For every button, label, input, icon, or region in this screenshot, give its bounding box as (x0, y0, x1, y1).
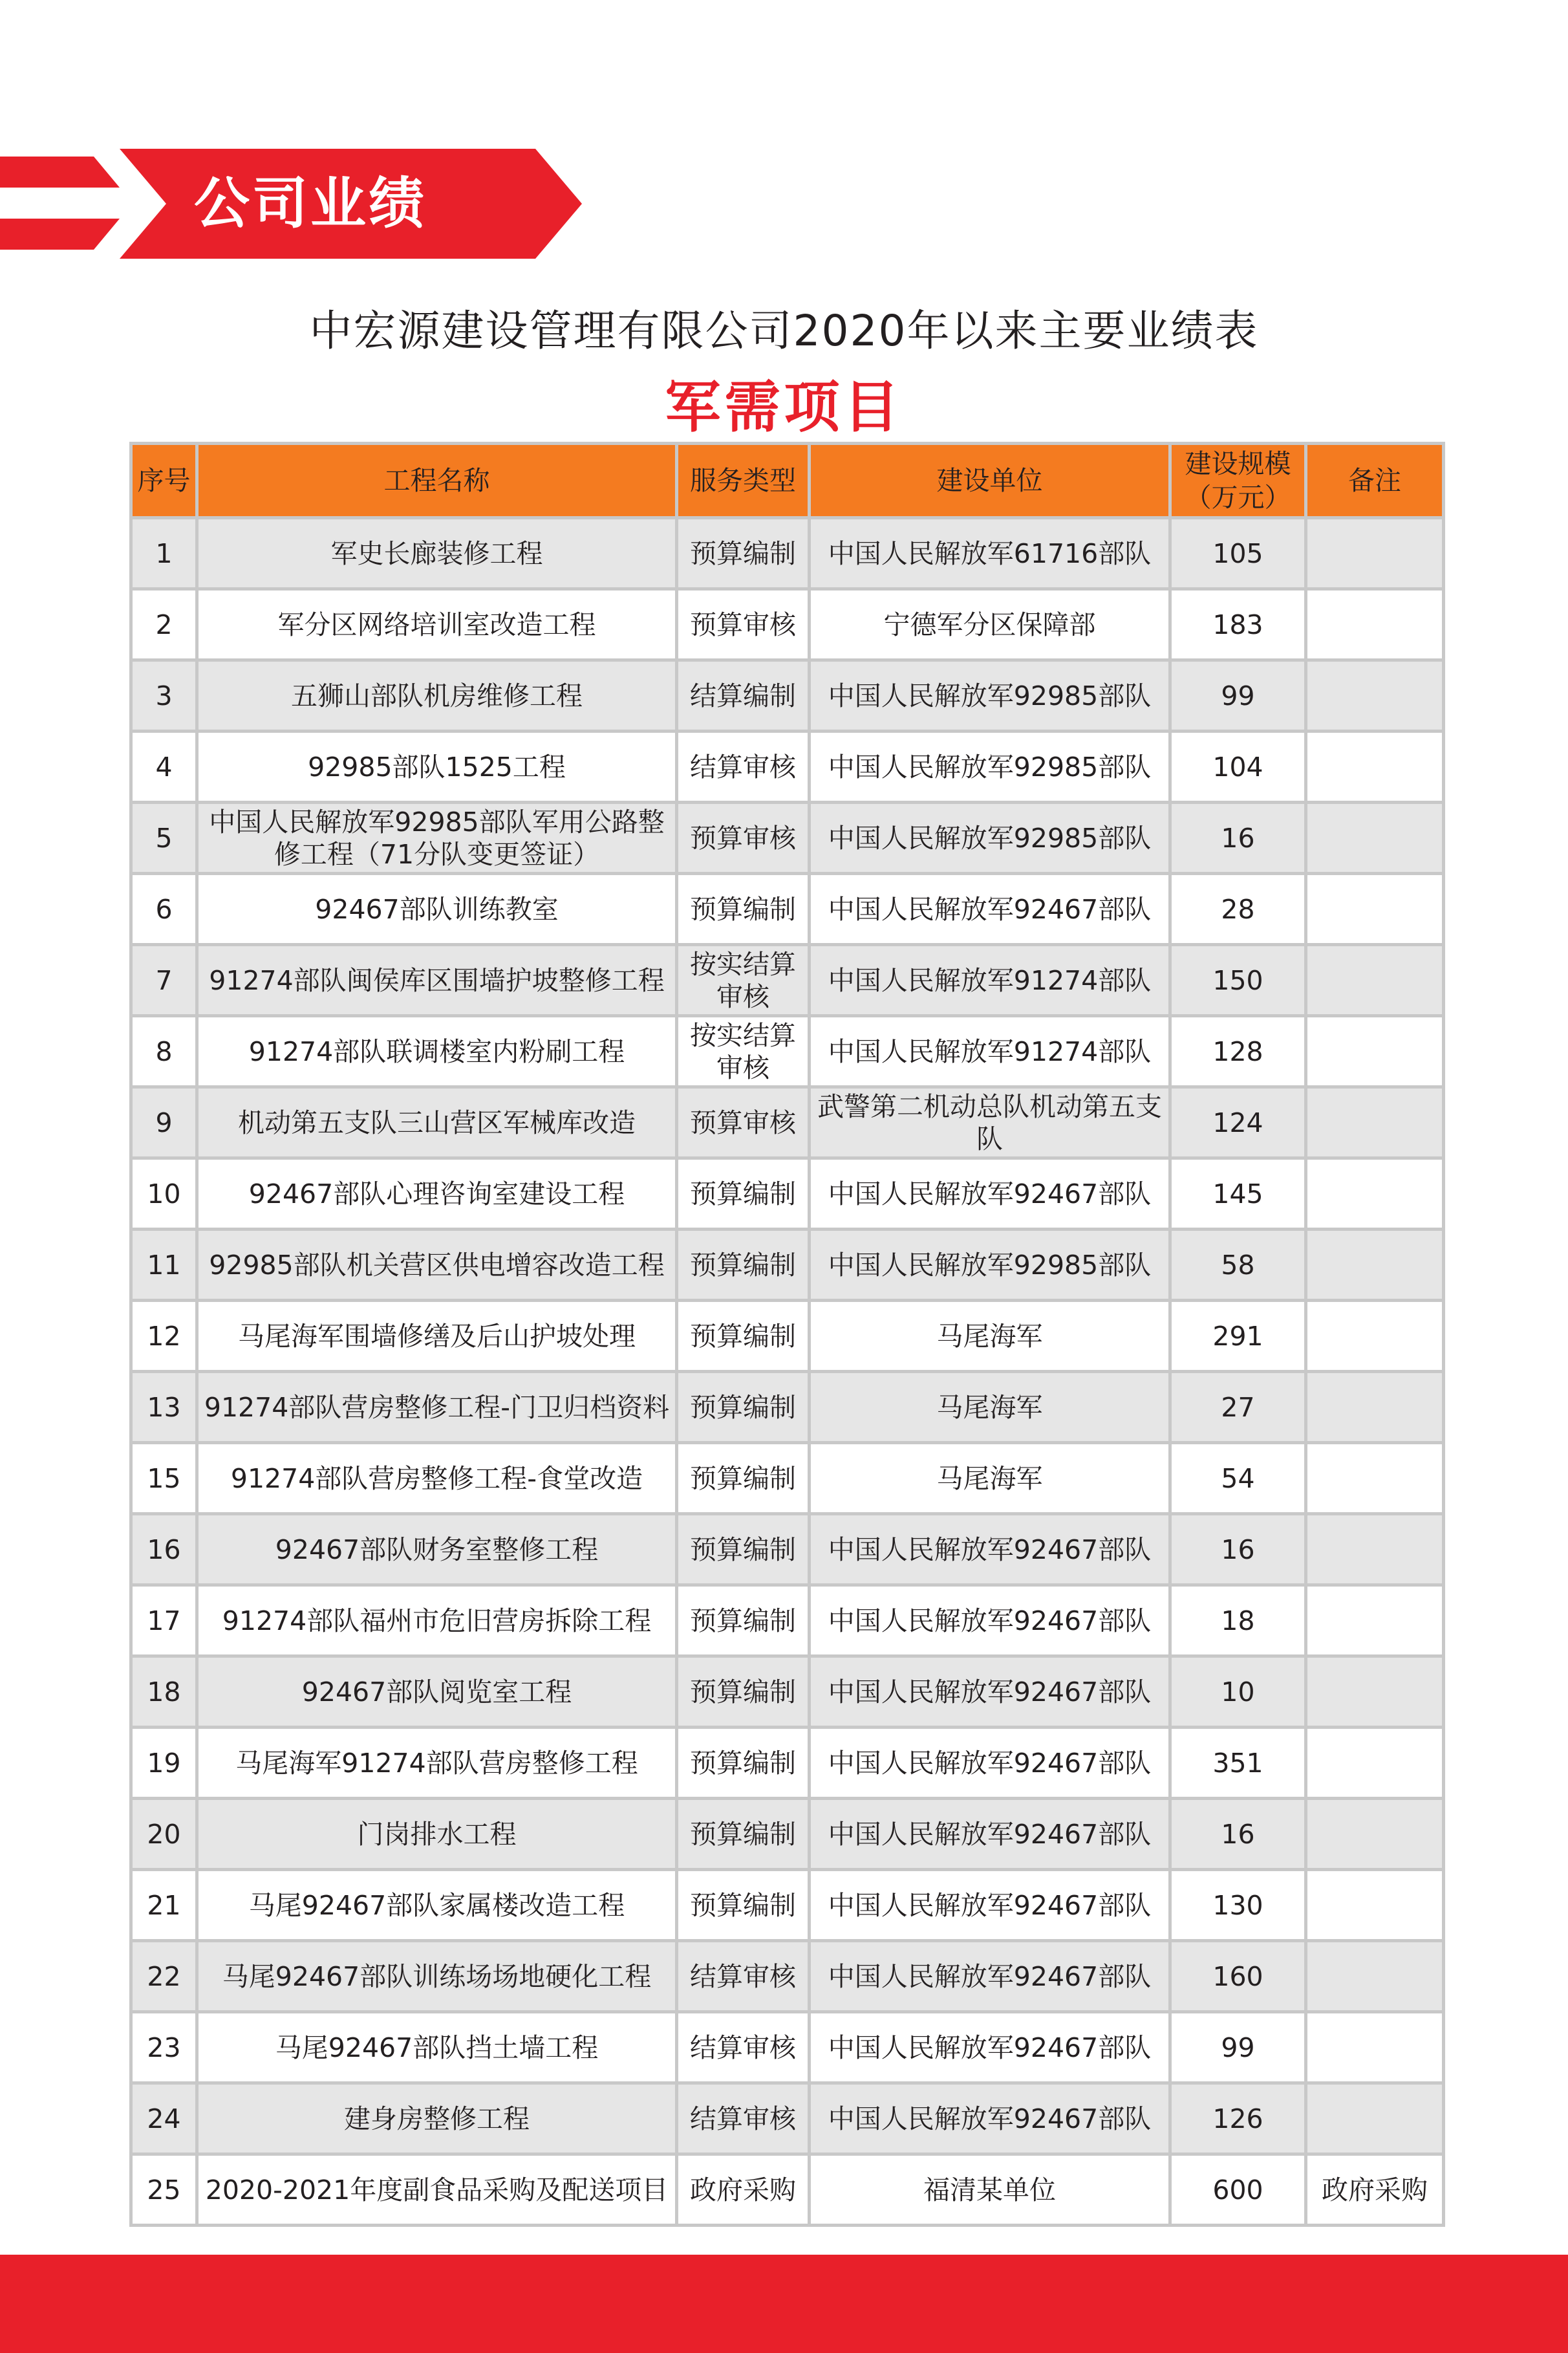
table-row (133, 1729, 1442, 1797)
cell-construction-unit: 中国人民解放军61716部队 (811, 519, 1168, 587)
header-service-type: 服务类型 (678, 445, 808, 516)
cell-construction-unit: 中国人民解放军92985部队 (811, 1231, 1168, 1299)
cell-no: 10 (133, 1160, 195, 1228)
cell-construction-unit: 中国人民解放军92467部队 (811, 1160, 1168, 1228)
cell-service-type: 预算编制 (678, 1373, 808, 1441)
cell-note (1307, 1942, 1442, 2010)
cell-note (1307, 591, 1442, 658)
cell-no: 4 (133, 733, 195, 801)
cell-scale: 99 (1172, 2013, 1304, 2081)
cell-note (1307, 1658, 1442, 1726)
cell-scale: 124 (1172, 1089, 1304, 1156)
cell-project-name: 91274部队营房整修工程-食堂改造 (199, 1444, 675, 1512)
cell-scale: 16 (1172, 1800, 1304, 1868)
cell-note (1307, 1160, 1442, 1228)
cell-construction-unit: 马尾海军 (811, 1373, 1168, 1441)
cell-no: 24 (133, 2085, 195, 2152)
cell-scale: 351 (1172, 1729, 1304, 1797)
cell-scale: 183 (1172, 591, 1304, 658)
cell-no: 17 (133, 1587, 195, 1654)
cell-no: 19 (133, 1729, 195, 1797)
cell-note (1307, 2013, 1442, 2081)
table-row (133, 1017, 1442, 1085)
cell-construction-unit: 中国人民解放军92467部队 (811, 1587, 1168, 1654)
cell-project-name: 92467部队财务室整修工程 (199, 1515, 675, 1583)
table-header-row (133, 445, 1442, 516)
cell-note (1307, 804, 1442, 872)
cell-no: 9 (133, 1089, 195, 1156)
cell-construction-unit: 武警第二机动总队机动第五支队 (811, 1089, 1168, 1156)
cell-scale: 28 (1172, 875, 1304, 943)
header-construction-unit: 建设单位 (811, 445, 1168, 516)
cell-scale: 54 (1172, 1444, 1304, 1512)
table-row (133, 591, 1442, 658)
table-row (133, 804, 1442, 872)
cell-service-type: 预算审核 (678, 804, 808, 872)
cell-no: 1 (133, 519, 195, 587)
cell-no: 15 (133, 1444, 195, 1512)
cell-construction-unit: 中国人民解放军92985部队 (811, 733, 1168, 801)
table-row (133, 1515, 1442, 1583)
cell-project-name: 马尾92467部队家属楼改造工程 (199, 1871, 675, 1939)
cell-note (1307, 875, 1442, 943)
cell-project-name: 马尾92467部队挡土墙工程 (199, 2013, 675, 2081)
cell-service-type: 预算编制 (678, 1729, 808, 1797)
cell-project-name: 91274部队营房整修工程-门卫归档资料 (199, 1373, 675, 1441)
cell-scale: 104 (1172, 733, 1304, 801)
cell-no: 20 (133, 1800, 195, 1868)
performance-table (129, 442, 1445, 2227)
cell-service-type: 预算编制 (678, 1444, 808, 1512)
cell-scale: 16 (1172, 804, 1304, 872)
cell-construction-unit: 中国人民解放军92467部队 (811, 1658, 1168, 1726)
cell-service-type: 结算审核 (678, 2013, 808, 2081)
cell-construction-unit: 中国人民解放军92985部队 (811, 662, 1168, 730)
cell-construction-unit: 马尾海军 (811, 1444, 1168, 1512)
table-row (133, 1373, 1442, 1441)
cell-construction-unit: 中国人民解放军92467部队 (811, 1942, 1168, 2010)
cell-construction-unit: 马尾海军 (811, 1302, 1168, 1370)
cell-service-type: 预算编制 (678, 1871, 808, 1939)
header-no: 序号 (133, 445, 195, 516)
cell-construction-unit: 中国人民解放军92985部队 (811, 804, 1168, 872)
cell-project-name: 92985部队机关营区供电增容改造工程 (199, 1231, 675, 1299)
cell-project-name: 军史长廊装修工程 (199, 519, 675, 587)
table-row (133, 2156, 1442, 2224)
cell-service-type: 预算编制 (678, 1800, 808, 1868)
cell-no: 23 (133, 2013, 195, 2081)
cell-construction-unit: 中国人民解放军92467部队 (811, 1729, 1168, 1797)
cell-no: 7 (133, 946, 195, 1014)
cell-note (1307, 662, 1442, 730)
cell-scale: 130 (1172, 1871, 1304, 1939)
cell-no: 3 (133, 662, 195, 730)
cell-construction-unit: 中国人民解放军91274部队 (811, 946, 1168, 1014)
cell-no: 2 (133, 591, 195, 658)
cell-project-name: 92985部队1525工程 (199, 733, 675, 801)
cell-project-name: 中国人民解放军92985部队军用公路整修工程（71分队变更签证） (199, 804, 675, 872)
table-row (133, 1658, 1442, 1726)
table-row (133, 1587, 1442, 1654)
table-row (133, 662, 1442, 730)
cell-no: 13 (133, 1373, 195, 1441)
cell-project-name: 92467部队心理咨询室建设工程 (199, 1160, 675, 1228)
cell-no: 12 (133, 1302, 195, 1370)
cell-project-name: 马尾92467部队训练场场地硬化工程 (199, 1942, 675, 2010)
cell-service-type: 预算编制 (678, 1587, 808, 1654)
cell-project-name: 门岗排水工程 (199, 1800, 675, 1868)
cell-scale: 150 (1172, 946, 1304, 1014)
table-row (133, 1302, 1442, 1370)
header-scale: 建设规模（万元） (1172, 445, 1304, 516)
cell-service-type: 预算编制 (678, 1515, 808, 1583)
cell-project-name: 机动第五支队三山营区军械库改造 (199, 1089, 675, 1156)
cell-note (1307, 2085, 1442, 2152)
cell-no: 22 (133, 1942, 195, 2010)
cell-project-name: 92467部队训练教室 (199, 875, 675, 943)
cell-note (1307, 1515, 1442, 1583)
cell-project-name: 建身房整修工程 (199, 2085, 675, 2152)
cell-scale: 58 (1172, 1231, 1304, 1299)
cell-construction-unit: 中国人民解放军92467部队 (811, 1871, 1168, 1939)
cell-no: 25 (133, 2156, 195, 2224)
cell-note (1307, 1800, 1442, 1868)
cell-no: 18 (133, 1658, 195, 1726)
cell-scale: 600 (1172, 2156, 1304, 2224)
cell-no: 16 (133, 1515, 195, 1583)
cell-note (1307, 946, 1442, 1014)
cell-note (1307, 1089, 1442, 1156)
cell-note (1307, 1587, 1442, 1654)
cell-service-type: 预算编制 (678, 875, 808, 943)
table-row (133, 875, 1442, 943)
cell-service-type: 预算审核 (678, 1089, 808, 1156)
cell-construction-unit: 中国人民解放军92467部队 (811, 875, 1168, 943)
cell-note (1307, 1871, 1442, 1939)
cell-construction-unit: 福清某单位 (811, 2156, 1168, 2224)
table-row (133, 946, 1442, 1014)
cell-scale: 10 (1172, 1658, 1304, 1726)
document-subtitle: 军需项目 (665, 375, 903, 440)
table-row (133, 1444, 1442, 1512)
cell-project-name: 91274部队闽侯库区围墙护坡整修工程 (199, 946, 675, 1014)
table-row (133, 1800, 1442, 1868)
header-project-name: 工程名称 (199, 445, 675, 516)
cell-no: 6 (133, 875, 195, 943)
table-row (133, 1871, 1442, 1939)
cell-service-type: 预算编制 (678, 1231, 808, 1299)
cell-note: 政府采购 (1307, 2156, 1442, 2224)
table-row (133, 1089, 1442, 1156)
cell-project-name: 马尾海军围墙修缮及后山护坡处理 (199, 1302, 675, 1370)
cell-no: 8 (133, 1017, 195, 1085)
cell-note (1307, 1444, 1442, 1512)
table-body (133, 519, 1442, 2224)
cell-construction-unit: 中国人民解放军92467部队 (811, 1800, 1168, 1868)
cell-project-name: 91274部队福州市危旧营房拆除工程 (199, 1587, 675, 1654)
table-row (133, 1942, 1442, 2010)
cell-scale: 160 (1172, 1942, 1304, 2010)
cell-construction-unit: 中国人民解放军92467部队 (811, 1515, 1168, 1583)
banner-title: 公司业绩 (194, 171, 427, 236)
cell-service-type: 结算审核 (678, 2085, 808, 2152)
cell-no: 5 (133, 804, 195, 872)
table-row (133, 1231, 1442, 1299)
cell-service-type: 结算编制 (678, 662, 808, 730)
cell-service-type: 预算编制 (678, 1658, 808, 1726)
table-row (133, 733, 1442, 801)
cell-scale: 99 (1172, 662, 1304, 730)
cell-scale: 16 (1172, 1515, 1304, 1583)
cell-project-name: 军分区网络培训室改造工程 (199, 591, 675, 658)
document-title: 中宏源建设管理有限公司2020年以来主要业绩表 (309, 306, 1259, 356)
cell-project-name: 马尾海军91274部队营房整修工程 (199, 1729, 675, 1797)
cell-scale: 105 (1172, 519, 1304, 587)
cell-no: 11 (133, 1231, 195, 1299)
cell-service-type: 按实结算审核 (678, 1017, 808, 1085)
cell-construction-unit: 中国人民解放军92467部队 (811, 2013, 1168, 2081)
header-note: 备注 (1307, 445, 1442, 516)
table-row (133, 2085, 1442, 2152)
footer-bar (0, 2255, 1568, 2353)
table-row (133, 1160, 1442, 1228)
cell-project-name: 91274部队联调楼室内粉刷工程 (199, 1017, 675, 1085)
cell-service-type: 预算编制 (678, 519, 808, 587)
cell-service-type: 结算审核 (678, 1942, 808, 2010)
cell-service-type: 预算审核 (678, 591, 808, 658)
cell-scale: 128 (1172, 1017, 1304, 1085)
cell-note (1307, 1302, 1442, 1370)
cell-note (1307, 1373, 1442, 1441)
cell-no: 21 (133, 1871, 195, 1939)
table-row (133, 2013, 1442, 2081)
cell-scale: 291 (1172, 1302, 1304, 1370)
cell-service-type: 预算编制 (678, 1160, 808, 1228)
cell-scale: 27 (1172, 1373, 1304, 1441)
cell-project-name: 五狮山部队机房维修工程 (199, 662, 675, 730)
cell-note (1307, 519, 1442, 587)
cell-construction-unit: 中国人民解放军91274部队 (811, 1017, 1168, 1085)
cell-note (1307, 1729, 1442, 1797)
cell-project-name: 2020-2021年度副食品采购及配送项目 (199, 2156, 675, 2224)
cell-scale: 18 (1172, 1587, 1304, 1654)
cell-service-type: 预算编制 (678, 1302, 808, 1370)
cell-service-type: 政府采购 (678, 2156, 808, 2224)
cell-note (1307, 1231, 1442, 1299)
cell-construction-unit: 宁德军分区保障部 (811, 591, 1168, 658)
table-row (133, 519, 1442, 587)
cell-construction-unit: 中国人民解放军92467部队 (811, 2085, 1168, 2152)
cell-scale: 145 (1172, 1160, 1304, 1228)
cell-service-type: 结算审核 (678, 733, 808, 801)
cell-service-type: 按实结算审核 (678, 946, 808, 1014)
cell-scale: 126 (1172, 2085, 1304, 2152)
cell-note (1307, 1017, 1442, 1085)
cell-note (1307, 733, 1442, 801)
cell-project-name: 92467部队阅览室工程 (199, 1658, 675, 1726)
